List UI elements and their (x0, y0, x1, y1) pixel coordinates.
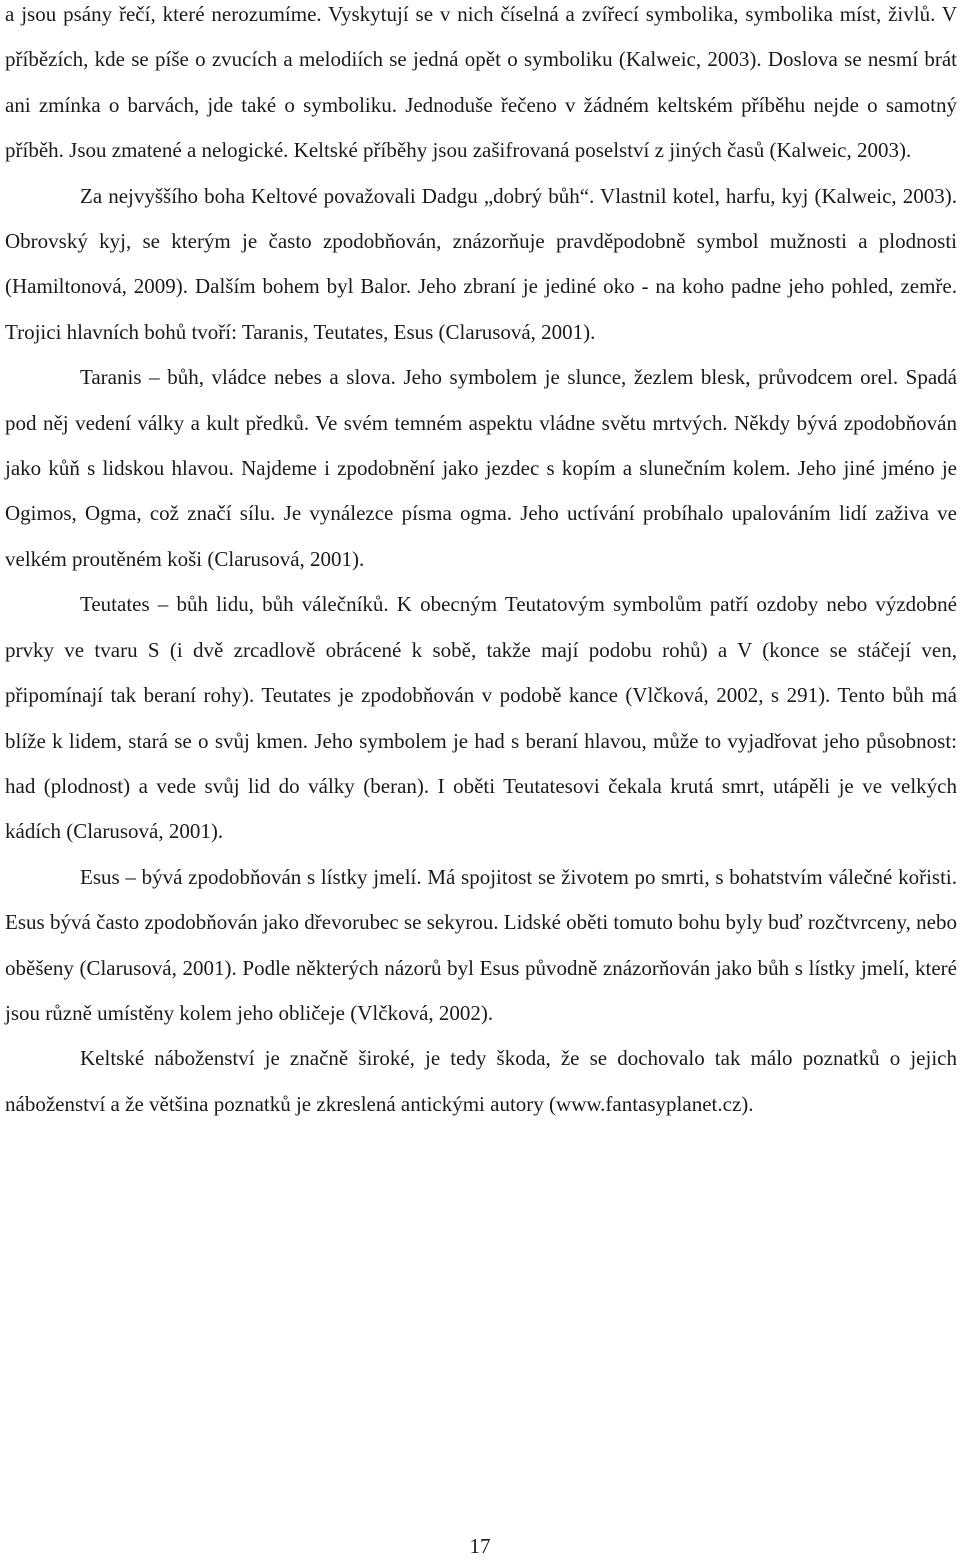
paragraph-esus: Esus – bývá zpodobňován s lístky jmelí. Má spojitost se životem po smrti, s bohatstvím válečné kořisti. Esus bývá často zpodobňován jako dřevorubec se sekyrou. Lidské oběti tomuto bohu byly buď rozčtvrceny, nebo oběšeny (Clarusová, 2001). Podle některých názorů byl Esus původně znázorňován jako bůh s lístky jmelí, které jsou různě umístěny kolem jeho obličeje (Vlčková, 2002). (5, 864, 957, 1025)
paragraph-teutates: Teutates – bůh lidu, bůh válečníků. K obecným Teutatovým symbolům patří ozdoby nebo výzdobné prvky ve tvaru S (i dvě zrcadlově obrácené k sobě, takže mají podobu rohů) a V (konce se stáčejí ven, připomínají tak beraní rohy). Teutates je zpodobňován v podobě kance (Vlčková, 2002, s 291). Tento bůh má blíže k lidem, stará se o svůj kmen. Jeho symbolem je had s beraní hlavou, může to vyjadřovat jeho působnost: had (plodnost) a vede svůj lid do války (beran). I oběti Teutatesovi čekala krutá smrt, utápěli je ve velkých kádích (Clarusová, 2001). (5, 592, 957, 844)
paragraph-taranis: Taranis – bůh, vládce nebes a slova. Jeho symbolem je slunce, žezlem blesk, průvodcem orel. Spadá pod něj vedení války a kult předků. Ve svém temném aspektu vládne světu mrtvých. Někdy bývá zpodobňován jako kůň s lidskou hlavou. Najdeme i zpodobnění jako jezdec s kopím a slunečním kolem. Jeho jiné jméno je Ogimos, Ogma, což značí sílu. Je vynálezce písma ogma. Jeho uctívání probíhalo upalováním lidí zaživa ve velkém proutěném koši (Clarusová, 2001). (5, 365, 957, 571)
page-number: 17 (469, 1534, 491, 1558)
paragraph-dagda: Za nejvyššího boha Keltové považovali Dadgu „dobrý bůh“. Vlastnil kotel, harfu, kyj (Kalweic, 2003). Obrovský kyj, se kterým je často zpodobňován, znázorňuje pravděpodobně symbol mužnosti a plodnosti (Hamiltonová, 2009). Dalším bohem byl Balor. Jeho zbraní je jediné oko - na koho padne jeho pohled, zemře. Trojici hlavních bohů tvoří: Taranis, Teutates, Esus (Clarusová, 2001). (5, 183, 957, 344)
paragraph-celtic-stories: a jsou psány řečí, které nerozumíme. Vyskytují se v nich číselná a zvířecí symbolika, symbolika míst, živlů. V příbězích, kde se píše o zvucích a melodiích se jedná opět o symboliku (Kalweic, 2003). Doslova se nesmí brát ani zmínka o barvách, jde také o symboliku. Jednoduše řečeno v žádném keltském příběhu nejde o samotný příběh. Jsou zmatené a nelogické. Keltské příběhy jsou zašifrovaná poselství z jiných časů (Kalweic, 2003). (5, 2, 957, 163)
paragraph-conclusion: Keltské náboženství je značně široké, je tedy škoda, že se dochovalo tak málo poznatků o jejich náboženství a že většina poznatků je zkreslená antickými autory (www.fantasyplanet.cz). (5, 1046, 957, 1116)
body-text (5, 0, 957, 1127)
